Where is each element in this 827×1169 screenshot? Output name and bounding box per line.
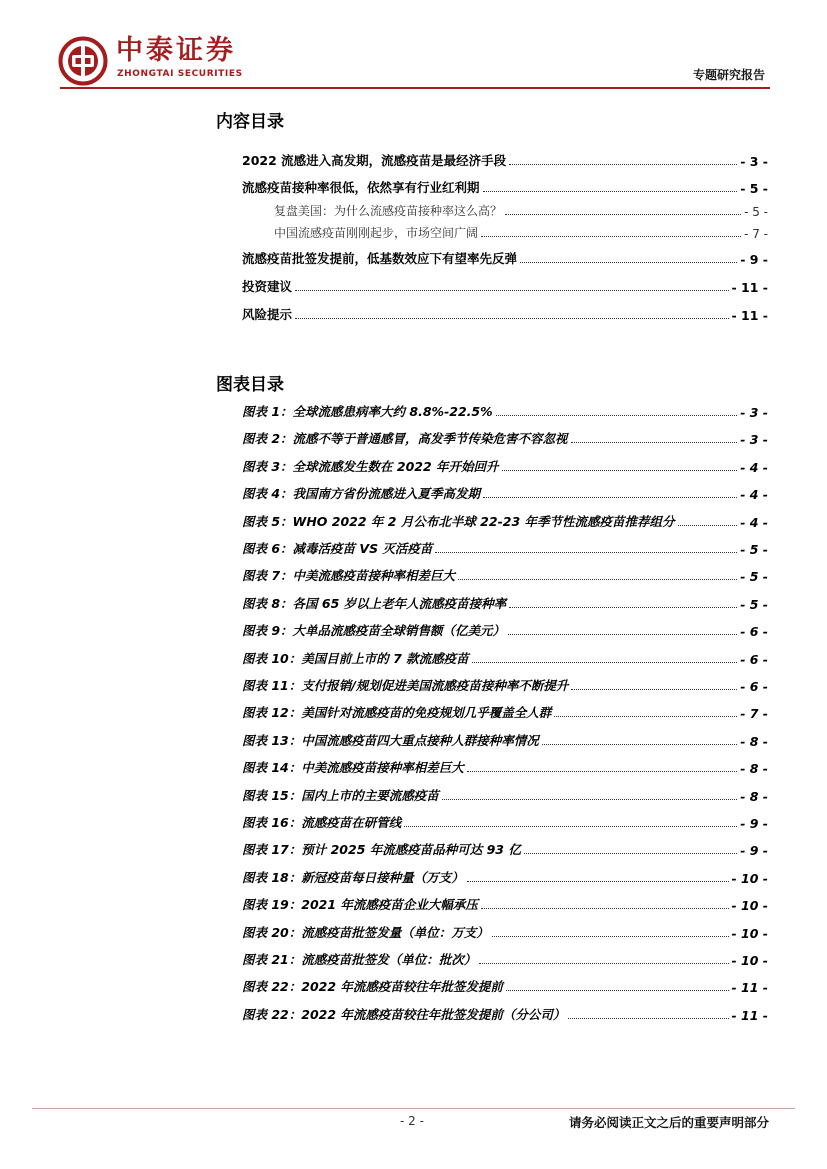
dot-leader — [458, 579, 737, 580]
toc-entry[interactable] — [242, 701, 768, 721]
toc-entry[interactable] — [242, 247, 768, 267]
toc-entry-page: - 3 - — [740, 432, 768, 448]
toc-entry[interactable] — [242, 866, 768, 886]
dot-leader — [508, 634, 737, 635]
dot-leader — [554, 716, 737, 717]
toc-entry[interactable] — [242, 756, 768, 776]
figures-title: 图表目录 — [216, 375, 284, 395]
page-number: - 2 - — [400, 1114, 424, 1128]
dot-leader — [496, 415, 738, 416]
toc-entry[interactable] — [242, 948, 768, 968]
dot-leader — [505, 214, 741, 215]
toc-entry-page: - 5 - — [740, 542, 768, 557]
toc-entry-page: - 5 - — [744, 205, 768, 219]
toc-entry-page: - 11 - — [731, 280, 768, 295]
toc-entry-page: - 4 - — [740, 487, 768, 503]
zhongtai-logo-icon — [58, 36, 108, 86]
toc-entry-title: 图表 9：大单品流感疫苗全球销售额（亿美元） — [242, 623, 506, 639]
toc-entry-page: - 8 - — [740, 761, 768, 777]
toc-entry[interactable] — [242, 647, 768, 667]
toc-entry-title: 图表 2：流感不等于普通感冒，高发季节传染危害不容忽视 — [242, 431, 568, 447]
dot-leader — [492, 936, 729, 937]
dot-leader — [467, 771, 737, 772]
toc-entry-page: - 10 - — [731, 953, 768, 968]
dot-leader — [678, 525, 738, 526]
footer-disclaimer: 请务必阅读正文之后的重要声明部分 — [568, 1115, 769, 1130]
toc-entry[interactable] — [242, 893, 768, 913]
toc-entry-page: - 4 - — [740, 514, 768, 530]
company-name-cn: 中泰证券 — [116, 35, 236, 66]
dot-leader — [295, 318, 729, 319]
toc-entry-title: 流感疫苗接种率很低，依然享有行业红利期 — [242, 180, 480, 195]
toc-entry-page: - 9 - — [740, 816, 768, 831]
dot-leader — [404, 826, 737, 827]
dot-leader — [483, 191, 738, 192]
toc-entry[interactable] — [242, 400, 768, 420]
toc-entry-page: - 6 - — [740, 679, 768, 694]
dot-leader — [524, 853, 737, 854]
toc-entry[interactable] — [242, 455, 768, 475]
toc-entry-page: - 11 - — [731, 1007, 768, 1023]
dot-leader — [481, 908, 729, 909]
toc-entry-title: 图表 8：各国 65 岁以上老年人流感疫苗接种率 — [242, 595, 507, 611]
toc-entry-title: 图表 7：中美流感疫苗接种率相差巨大 — [242, 568, 456, 584]
toc-entry[interactable] — [242, 674, 768, 694]
toc-entry-page: - 3 - — [740, 405, 768, 420]
toc-entry-page: - 5 - — [740, 596, 768, 612]
toc-entry[interactable] — [242, 482, 768, 502]
toc-entry-title: 图表 16：流感疫苗在研管线 — [242, 815, 402, 830]
toc-entry-title: 图表 3：全球流感发生数在 2022 年开始回升 — [242, 458, 499, 474]
toc-entry[interactable] — [242, 729, 768, 749]
toc-entry-title: 图表 15：国内上市的主要流感疫苗 — [242, 787, 439, 803]
toc-entry-title: 图表 19：2021 年流感疫苗企业大幅承压 — [242, 897, 478, 913]
contents-title: 内容目录 — [216, 112, 284, 132]
toc-entry[interactable] — [242, 592, 768, 612]
dot-leader — [520, 262, 737, 263]
toc-entry[interactable] — [242, 149, 768, 169]
dot-leader — [481, 236, 741, 237]
toc-entry-page: - 7 - — [744, 227, 768, 241]
toc-entry-page: - 5 - — [740, 569, 768, 585]
toc-entry-page: - 6 - — [740, 624, 768, 640]
dot-leader — [467, 881, 729, 882]
toc-entry-title: 图表 6：减毒活疫苗 VS 灭活疫苗 — [242, 541, 433, 556]
toc-entry[interactable] — [242, 784, 768, 804]
toc-entry-title: 图表 22：2022 年流感疫苗较往年批签发提前 — [242, 979, 503, 995]
toc-entry-title: 图表 4：我国南方省份流感进入夏季高发期 — [242, 486, 481, 502]
toc-entry[interactable] — [242, 619, 768, 639]
toc-entry[interactable] — [242, 564, 768, 584]
toc-entry[interactable] — [274, 221, 768, 241]
document-type: 专题研究报告 — [692, 68, 765, 82]
toc-entry-page: - 4 - — [740, 459, 768, 475]
toc-entry-title: 流感疫苗批签发提前，低基数效应下有望率先反弹 — [242, 251, 518, 266]
toc-entry-page: - 6 - — [740, 651, 768, 667]
footer-divider — [32, 1108, 795, 1109]
toc-entry-page: - 9 - — [740, 252, 768, 267]
toc-entry-page: - 10 - — [731, 898, 768, 914]
toc-entry-title: 图表 17：预计 2025 年流感疫苗品种可达 93 亿 — [242, 842, 521, 858]
toc-entry-title: 图表 11：支付报销/规划促进美国流感疫苗接种率不断提升 — [242, 678, 569, 693]
dot-leader — [509, 607, 737, 608]
toc-entry-page: - 7 - — [740, 706, 768, 722]
dot-leader — [483, 497, 737, 498]
toc-entry-title: 图表 18：新冠疫苗每日接种量（万支） — [242, 869, 464, 885]
toc-entry-title: 图表 22：2022 年流感疫苗较往年批签发提前（分公司） — [242, 1006, 566, 1022]
toc-entry[interactable] — [242, 838, 768, 858]
dot-leader — [571, 689, 737, 690]
toc-entry[interactable] — [242, 303, 768, 323]
company-name-en: ZHONGTAI SECURITIES — [117, 69, 243, 79]
dot-leader — [509, 164, 737, 165]
toc-entry[interactable] — [242, 811, 768, 831]
toc-entry[interactable] — [242, 1003, 768, 1023]
toc-entry-title: 图表 12：美国针对流感疫苗的免疫规划几乎覆盖全人群 — [242, 705, 552, 721]
toc-entry[interactable] — [242, 275, 768, 295]
toc-entry-page: - 10 - — [731, 870, 768, 886]
toc-entry-title: 图表 1：全球流感患病率大约 8.8%-22.5% — [242, 404, 493, 419]
page-header — [0, 0, 827, 100]
toc-entry-title: 2022 流感进入高发期，流感疫苗是最经济手段 — [242, 153, 507, 168]
toc-entry[interactable] — [242, 921, 768, 941]
toc-entry-title: 图表 13：中国流感疫苗四大重点接种人群接种率情况 — [242, 732, 539, 748]
toc-entry-title: 中国流感疫苗刚刚起步，市场空间广阔 — [274, 226, 479, 240]
dot-leader — [479, 963, 728, 964]
toc-entry-title: 图表 21：流感疫苗批签发（单位：批次） — [242, 952, 477, 967]
dot-leader — [295, 290, 729, 291]
dot-leader — [506, 990, 729, 991]
toc-entry-title: 投资建议 — [242, 279, 293, 294]
toc-entry[interactable] — [242, 537, 768, 557]
toc-entry-page: - 11 - — [731, 980, 768, 996]
toc-entry-page: - 8 - — [740, 788, 768, 804]
toc-entry[interactable] — [242, 510, 768, 530]
toc-entry-title: 图表 20：流感疫苗批签发量（单位：万支） — [242, 924, 489, 940]
toc-entry[interactable] — [242, 427, 768, 447]
toc-entry-title: 图表 10：美国目前上市的 7 款流感疫苗 — [242, 650, 469, 666]
toc-entry[interactable] — [242, 176, 768, 196]
toc-entry-page: - 10 - — [731, 925, 768, 941]
toc-entry[interactable] — [242, 975, 768, 995]
dot-leader — [568, 1018, 728, 1019]
dot-leader — [435, 552, 737, 553]
dot-leader — [472, 662, 738, 663]
toc-entry-title: 风险提示 — [242, 307, 293, 322]
toc-entry-title: 图表 5：WHO 2022 年 2 月公布北半球 22-23 年季节性流感疫苗推荐组分 — [242, 513, 675, 529]
toc-entry-page: - 11 - — [731, 308, 768, 323]
toc-entry-page: - 3 - — [740, 154, 768, 169]
header-divider — [60, 87, 770, 89]
toc-entry-title: 图表 14：中美流感疫苗接种率相差巨大 — [242, 760, 464, 776]
dot-leader — [502, 470, 738, 471]
toc-entry-title: 复盘美国：为什么流感疫苗接种率这么高？ — [274, 204, 503, 218]
toc-entry-page: - 5 - — [740, 181, 768, 196]
toc-entry-page: - 8 - — [740, 733, 768, 749]
dot-leader — [442, 799, 737, 800]
dot-leader — [571, 442, 738, 443]
toc-entry[interactable] — [274, 199, 768, 219]
toc-entry-page: - 9 - — [740, 843, 768, 859]
dot-leader — [542, 744, 737, 745]
